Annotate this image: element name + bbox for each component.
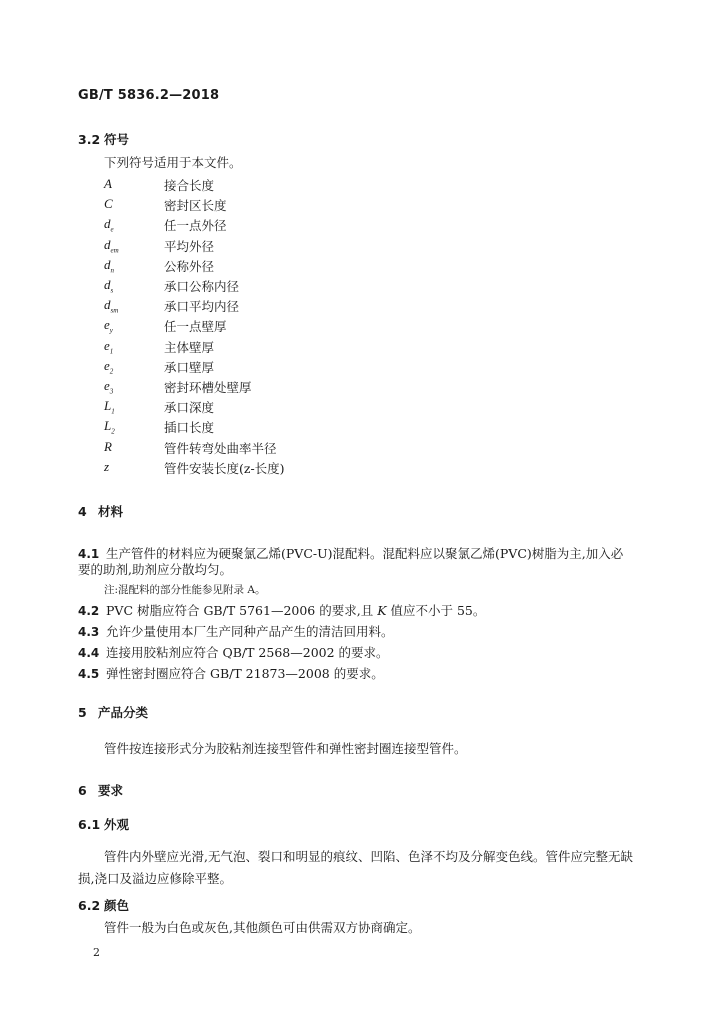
- symbol-description: 插口长度: [164, 420, 215, 436]
- symbol-subscript: 1: [111, 407, 115, 416]
- clause-4-1-line2: 要的助剂,助剂应分散均匀。: [78, 562, 232, 577]
- symbol-description: 密封区长度: [164, 198, 227, 214]
- section-6-1-line2: 损,浇口及溢边应修除平整。: [78, 871, 232, 886]
- symbol-letter: e: [104, 378, 110, 393]
- symbol-letter: d: [104, 256, 111, 272]
- symbol-subscript: s: [110, 286, 114, 295]
- page-number: 2: [93, 946, 100, 959]
- section-5-text: 管件按连接形式分为胶粘剂连接型管件和弹性密封圈连接型管件。: [104, 741, 467, 756]
- symbol: [104, 338, 113, 356]
- note-4-1: 注:混配料的部分性能参见附录 A。: [104, 584, 266, 596]
- symbol-subscript: 3: [109, 387, 114, 396]
- symbol: [104, 237, 119, 255]
- clause-text: 允许少量使用本厂生产同种产品产生的清洁回用料。: [106, 624, 394, 639]
- section-6-heading: [78, 781, 123, 799]
- clause-number: 4.2: [78, 604, 100, 618]
- symbol-letter: R: [104, 438, 112, 454]
- clause-4-4: [78, 643, 389, 661]
- symbol-description: 平均外径: [164, 238, 215, 254]
- symbol: [104, 418, 115, 436]
- clause-text-line1: 生产管件的材料应为硬聚氯乙烯(PVC-U)混配料。混配料应以聚氯乙烯(PVC)树脂为主,加入必: [106, 546, 624, 561]
- symbol-description: 承口深度: [164, 400, 215, 416]
- clause-4-5: [78, 664, 384, 682]
- symbol-description: 任一点壁厚: [164, 319, 227, 335]
- section-title: 颜色: [104, 898, 130, 913]
- section-number: 3.2: [78, 132, 101, 147]
- section-6-1-heading: [78, 815, 129, 833]
- symbol-letter: d: [104, 297, 111, 313]
- clause-4-3: [78, 622, 394, 640]
- symbol-subscript: 2: [111, 427, 115, 436]
- clause-number: 4.3: [78, 625, 100, 639]
- section-title: 符号: [104, 132, 130, 147]
- symbol-description: 任一点外径: [164, 218, 227, 234]
- clause-text-pre: PVC 树脂应符合 GB/T 5761—2006 的要求,且: [106, 603, 378, 618]
- clause-4-2: [78, 601, 485, 619]
- symbol-description: 承口壁厚: [164, 359, 215, 375]
- section-number: 6.1: [78, 817, 101, 832]
- k-symbol: K: [377, 603, 387, 618]
- symbol-letter: e: [104, 357, 110, 373]
- standard-code: GB/T 5836.2—2018: [78, 88, 220, 103]
- symbol-description: 管件安装长度(z-长度): [164, 460, 285, 476]
- symbol-subscript: em: [110, 246, 119, 255]
- symbol-description: 公称外径: [164, 258, 215, 274]
- symbol-subscript: 1: [109, 347, 114, 356]
- section-5-heading: [78, 703, 148, 721]
- symbol-letter: C: [104, 196, 113, 212]
- symbols-intro: 下列符号适用于本文件。: [104, 155, 242, 170]
- symbol: [104, 216, 114, 234]
- section-number: 6: [78, 783, 87, 798]
- symbol-subscript: 2: [109, 367, 114, 376]
- symbol-subscript: y: [109, 326, 113, 335]
- clause-text: 弹性密封圈应符合 GB/T 21873—2008 的要求。: [106, 666, 384, 681]
- symbol-letter: L: [104, 398, 112, 414]
- symbol: [104, 257, 114, 275]
- symbol-description: 密封环槽处壁厚: [164, 380, 252, 395]
- section-6-1-line1: 管件内外壁应光滑,无气泡、裂口和明显的痕纹、凹陷、色泽不均及分解变色线。管件应完整无缺: [104, 849, 633, 864]
- symbol-subscript: sm: [110, 306, 119, 315]
- symbol-description: 承口平均内径: [164, 299, 240, 315]
- section-6-2-text: 管件一般为白色或灰色,其他颜色可由供需双方协商确定。: [104, 920, 421, 935]
- symbol-letter: L: [104, 418, 112, 434]
- section-title: 要求: [98, 783, 124, 798]
- section-number: 4: [78, 504, 87, 519]
- symbol: [104, 459, 109, 475]
- symbol: [104, 176, 112, 192]
- section-number: 5: [78, 705, 87, 720]
- clause-number: 4.1: [78, 547, 100, 561]
- symbol: [104, 398, 115, 416]
- symbol-letter: e: [104, 317, 110, 333]
- clause-text: 连接用胶粘剂应符合 QB/T 2568—2002 的要求。: [106, 645, 389, 660]
- symbol: [104, 297, 118, 315]
- symbol-description: 接合长度: [164, 178, 215, 193]
- section-4-heading: [78, 502, 123, 520]
- symbol-letter: d: [104, 236, 111, 252]
- symbol: [104, 358, 113, 376]
- clause-text-post: 值应不小于 55。: [386, 603, 486, 618]
- section-number: 6.2: [78, 898, 101, 913]
- section-3-2-heading: [78, 130, 129, 148]
- section-title: 产品分类: [98, 705, 149, 720]
- section-6-2-heading: [78, 896, 129, 914]
- symbol-letter: A: [104, 176, 112, 191]
- symbol: [104, 378, 113, 396]
- symbol-letter: d: [104, 277, 111, 292]
- clause-number: 4.4: [78, 646, 100, 660]
- symbol: [104, 439, 112, 455]
- symbol-letter: z: [104, 458, 110, 474]
- symbol-subscript: n: [110, 266, 114, 275]
- symbol: [104, 277, 113, 295]
- symbol-description: 主体壁厚: [164, 339, 215, 355]
- symbol-letter: d: [104, 216, 111, 232]
- section-title: 材料: [98, 504, 124, 519]
- symbol-description: 管件转弯处曲率半径: [164, 440, 277, 456]
- symbol-subscript: e: [110, 225, 114, 234]
- symbol-letter: e: [104, 337, 110, 353]
- section-title: 外观: [104, 817, 130, 832]
- clause-number: 4.5: [78, 667, 100, 681]
- symbol: [104, 317, 113, 335]
- symbol-description: 承口公称内径: [164, 279, 240, 294]
- symbol: [104, 196, 113, 212]
